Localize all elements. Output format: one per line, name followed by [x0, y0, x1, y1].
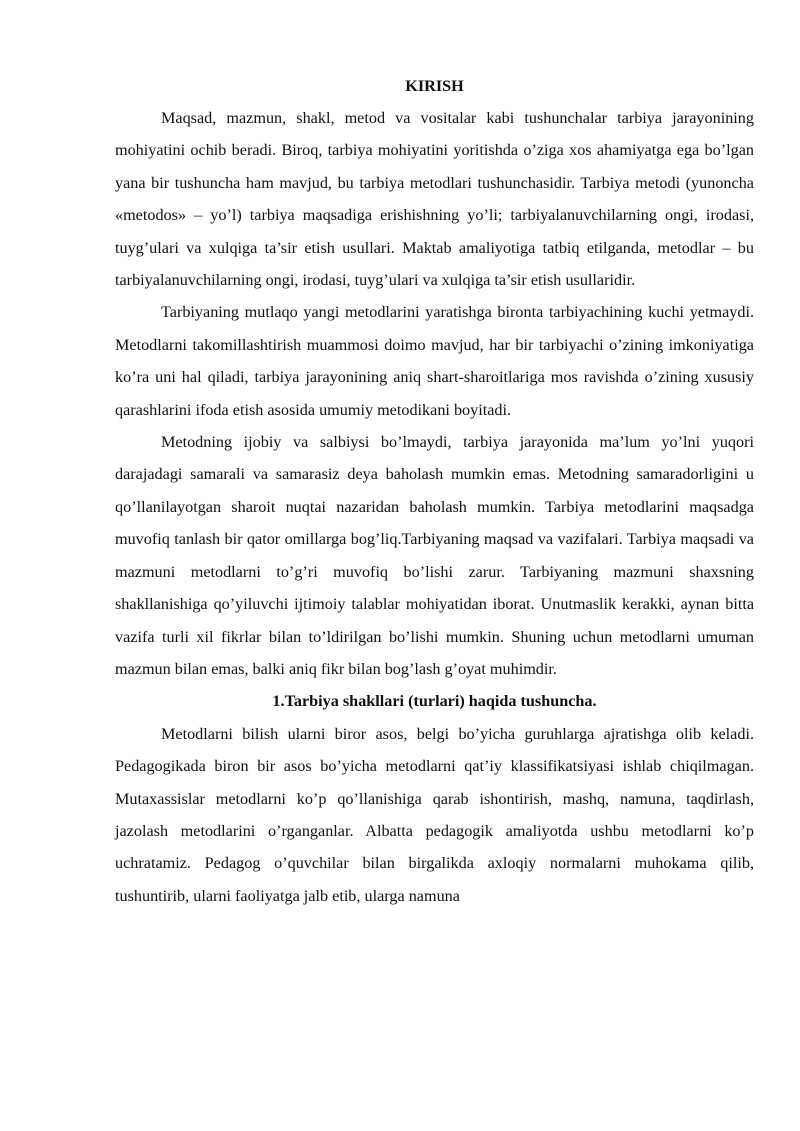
document-page — [115, 70, 754, 912]
paragraph-1: Maqsad, mazmun, shakl, metod va vositalar kabi tushunchalar tarbiya jarayonining mohiyatini ochib beradi. Biroq, tarbiya mohiyatini yoritishda o’ziga xos ahamiyatga ega bo’lgan yana bir tushuncha ham mavjud, bu tarbiya metodlari tushunchasidir. Tarbiya metodi (yunoncha «metodos» – yo’l) tarbiya maqsadiga erishishning yo’li; tarbiyalanuvchilarning ongi, irodasi, tuyg’ulari va xulqiga ta’sir etish usullari. Maktab amaliyotiga tatbiq etilganda, metodlar – bu tarbiyalanuvchilarning ongi, irodasi, tuyg’ulari va xulqiga ta’sir etish usullaridir. — [115, 109, 754, 290]
paragraph-2: Tarbiyaning mutlaqo yangi metodlarini yaratishga bironta tarbiyachining kuchi yetmaydi. Metodlarni takomillashtirish muammosi doimo mavjud, har bir tarbiyachi o’zining imkoniyatiga ko’ra uni hal qiladi, tarbiya jarayonining aniq shart-sharoitlariga mos ravishda o’zining xususiy qarashlarini ifoda etish asosida umumiy metodikani boyitadi. — [115, 303, 754, 419]
document-title: KIRISH — [405, 77, 464, 95]
paragraph-4: Metodlarni bilish ularni biror asos, belgi bo’yicha guruhlarga ajratishga olib keladi. Pedagogikada biron bir asos bo’yicha metodlarni qat’iy klassifikatsiyasi ishlab chiqilmagan. Mutaxassislar metodlarni ko’p qo’llanishiga qarab ishontirish, mashq, namuna, taqdirlash, jazolash metodlarini o’rganganlar. Albatta pedagogik amaliyotda ushbu metodlarni ko’p uchratamiz. Pedagog o’quvchilar bilan birgalikda axloqiy normalarni muhokama qilib, tushuntirib, ularni faoliyatga jalb etib, ularga namuna — [115, 724, 754, 905]
section-heading: 1.Tarbiya shakllari (turlari) haqida tushuncha. — [272, 692, 597, 711]
paragraph-3: Metodning ijobiy va salbiysi bo’lmaydi, tarbiya jarayonida ma’lum yo’lni yuqori darajadagi samarali va samarasiz deya baholash mumkin emas. Metodning samaradorligini u qo’llanilayotgan sharoit nuqtai nazaridan baholash mumkin. Tarbiya metodlarini maqsadga muvofiq tanlash bir qator omillarga bog’liq.Tarbiyaning maqsad va vazifalari. Tarbiya maqsadi va mazmuni metodlarni to’g’ri muvofiq bo’lishi zarur. Tarbiyaning mazmuni shaxsning shakllanishiga qo’yiluvchi ijtimoiy talablar mohiyatidan iborat. Unutmaslik kerakki, aynan bitta vazifa turli xil fikrlar bilan to’ldirilgan bo’lishi mumkin. Shuning uchun metodlarni umuman mazmun bilan emas, balki aniq fikr bilan bog’lash g’oyat muhimdir. — [115, 433, 754, 678]
